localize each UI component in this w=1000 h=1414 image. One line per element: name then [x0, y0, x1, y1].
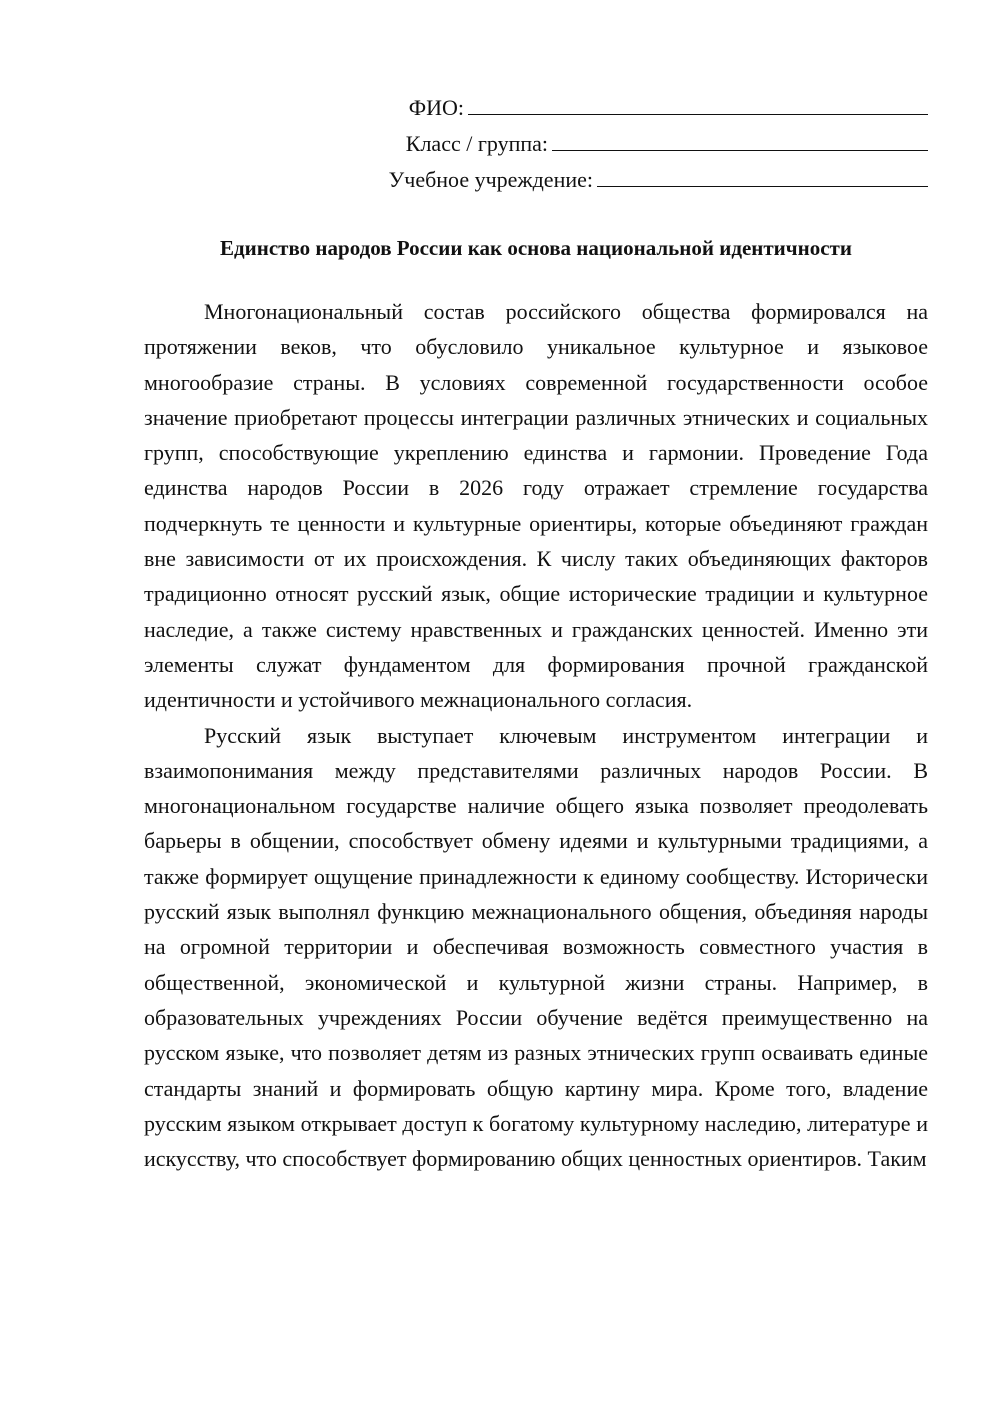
school-field-row — [300, 164, 928, 200]
fio-blank-line — [468, 92, 928, 115]
fio-label: ФИО: — [408, 95, 464, 120]
paragraph: Многонациональный состав российского общества формировался на протяжении веков, что обусловило уникальное культурное и языковое многообразие страны. В условиях современной государственности особое значение приобретают процессы интеграции различных этнических и социальных групп, способствующие укреплению единства и гармонии. Проведение Года единства народов России в 2026 году отражает стремление государства подчеркнуть те ценности и культурные ориентиры, которые объединяют граждан вне зависимости от их происхождения. К числу таких объединяющих факторов традиционно относят русский язык, общие исторические традиции и культурное наследие, а также систему нравственных и гражданских ценностей. Именно эти элементы служат фундаментом для формирования прочной гражданской идентичности и устойчивого межнационального согласия. — [144, 299, 928, 713]
fio-field-row — [300, 92, 928, 128]
student-info-fields — [300, 92, 928, 200]
document-body — [144, 294, 928, 1176]
class-field-row — [300, 128, 928, 164]
paragraph: Русский язык выступает ключевым инструментом интеграции и взаимопонимания между представителями различных народов России. В многонациональном государстве наличие общего языка позволяет преодолевать барьеры в общении, способствует обмену идеями и культурными традициями, а также формирует ощущение принадлежности к единому сообществу. Исторически русский язык выполнял функцию межнационального общения, объединяя народы на огромной территории и обеспечивая возможность совместного участия в общественной, экономической и культурной жизни страны. Например, в образовательных учреждениях России обучение ведётся преимущественно на русском языке, что позволяет детям из разных этнических групп осваивать единые стандарты знаний и формировать общую картину мира. Кроме того, владение русским языком открывает доступ к богатому культурному наследию, литературе и искусству, что способствует формированию общих ценностных ориентиров. Таким — [144, 722, 928, 1172]
school-blank-line — [597, 164, 928, 187]
school-label: Учебное учреждение: — [388, 167, 593, 192]
document-title: Единство народов России как основа национальной идентичности — [220, 236, 852, 260]
class-label: Класс / группа: — [405, 131, 548, 156]
class-blank-line — [552, 128, 928, 151]
